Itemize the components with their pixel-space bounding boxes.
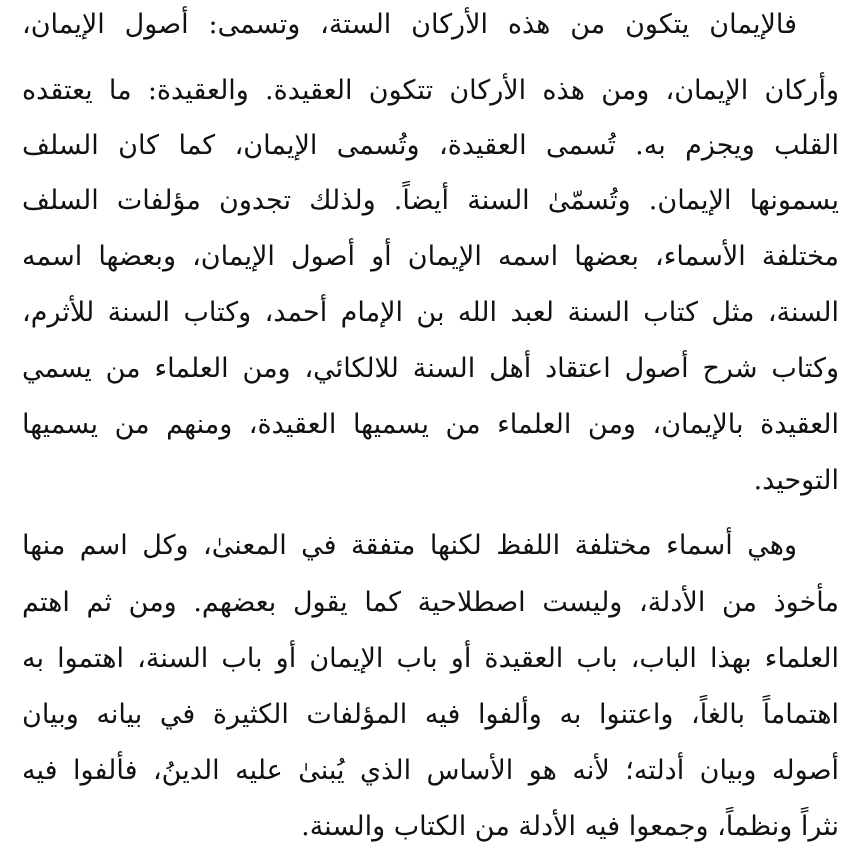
text-line: العلماء بهذا الباب، باب العقيدة أو باب الإيمان أو باب السنة، اهتموا به	[22, 643, 839, 674]
text-line: مأخوذ من الأدلة، وليست اصطلاحية كما يقول بعضهم. ومن ثم اهتم	[22, 587, 839, 618]
text-line: يسمونها الإيمان. وتُسمّىٰ السنة أيضاً. ولذلك تجدون مؤلفات السلف	[22, 185, 839, 216]
text-line: نثراً ونظماً، وجمعوا فيه الأدلة من الكتاب والسنة.	[301, 811, 839, 842]
text-line: أصوله وبيان أدلته؛ لأنه هو الأساس الذي يُبنىٰ عليه الدينُ، فألفوا فيه	[22, 755, 839, 786]
text-line: وكتاب شرح أصول اعتقاد أهل السنة للالكائي، ومن العلماء من يسمي	[22, 353, 839, 384]
text-line: العقيدة بالإيمان، ومن العلماء من يسميها العقيدة، ومنهم من يسميها	[22, 409, 839, 440]
text-line: التوحيد.	[753, 465, 839, 496]
text-line: وهي أسماء مختلفة اللفظ لكنها متفقة في المعنىٰ، وكل اسم منها	[22, 530, 797, 561]
text-line: فالإيمان يتكون من هذه الأركان الستة، وتسمى: أصول الإيمان،	[22, 9, 797, 40]
text-line: اهتماماً بالغاً، واعتنوا به وألفوا فيه المؤلفات الكثيرة في بيانه وبيان	[22, 699, 839, 730]
text-line: السنة، مثل كتاب السنة لعبد الله بن الإمام أحمد، وكتاب السنة للأثرم،	[22, 297, 839, 328]
text-line: مختلفة الأسماء، بعضها اسمه الإيمان أو أصول الإيمان، وبعضها اسمه	[22, 241, 839, 272]
text-line: وأركان الإيمان، ومن هذه الأركان تتكون العقيدة. والعقيدة: ما يعتقده	[22, 75, 839, 106]
text-line: القلب ويجزم به. تُسمى العقيدة، وتُسمى الإيمان، كما كان السلف	[22, 130, 839, 161]
